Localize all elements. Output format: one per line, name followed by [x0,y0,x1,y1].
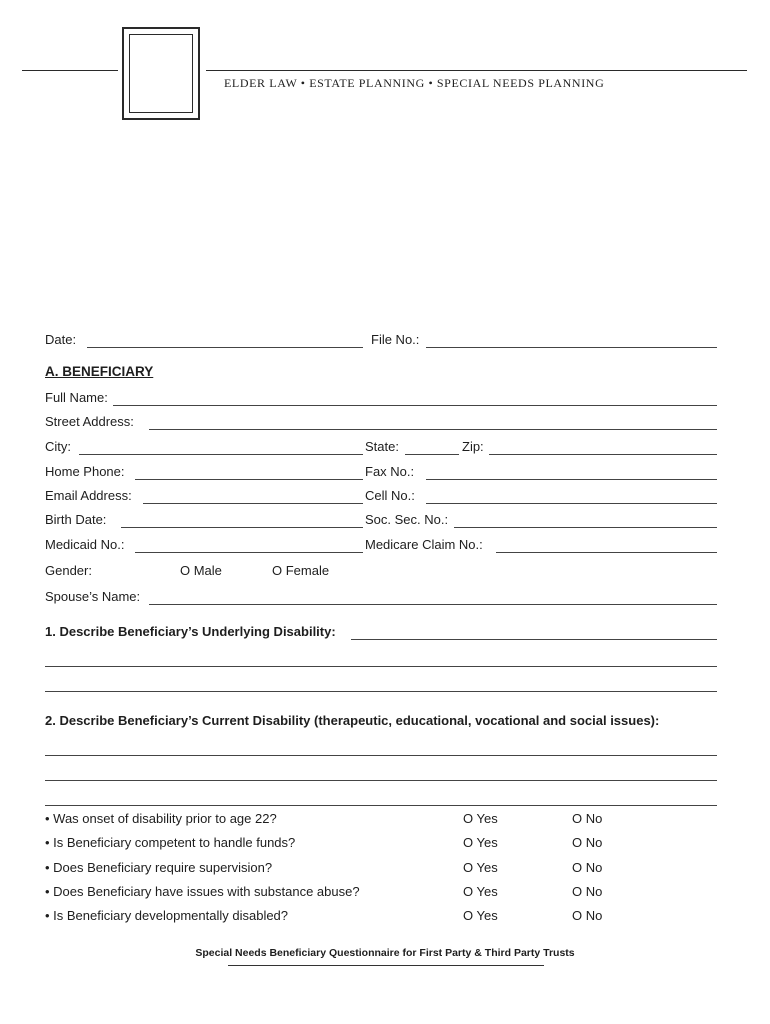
checklist-yes-option[interactable]: O Yes [463,908,498,923]
gender-female-option[interactable]: O Female [272,563,330,578]
fax-field[interactable] [426,479,717,480]
medicare-label: Medicare Claim No.: [365,537,483,552]
checklist-no-option[interactable]: O No [572,835,603,850]
street-address-field[interactable] [149,429,717,430]
spouse-name-field[interactable] [149,604,717,605]
gender-row [45,562,717,580]
question-1-line-3 [45,675,717,693]
state-label: State: [365,439,399,454]
gender-male-option[interactable]: O Male [180,563,222,578]
home-phone-label: Home Phone: [45,464,125,479]
birth-date-field[interactable] [121,527,363,528]
fax-label: Fax No.: [365,464,415,479]
section-title-beneficiary: A. BENEFICIARY [45,364,154,379]
medicaid-label: Medicaid No.: [45,537,125,552]
question-1-field-line-2[interactable] [45,666,717,667]
question-2-row [45,712,717,730]
question-1-field[interactable] [351,639,717,640]
ssn-field[interactable] [454,527,717,528]
city-label: City: [45,439,71,454]
question-2-line-2 [45,764,717,782]
street-address-row [45,413,717,431]
ssn-label: Soc. Sec. No.: [365,512,449,527]
spouse-row [45,588,717,606]
header-rule-left [22,70,118,71]
checklist-item-onset [45,810,717,828]
question-2-field-line-1[interactable] [45,755,717,756]
checklist-item-competent [45,834,717,852]
state-field[interactable] [405,454,459,455]
checklist-item-supervision [45,859,717,877]
header-rule-right [206,70,747,71]
question-2-line-1 [45,739,717,757]
question-1-label: 1. Describe Beneficiary’s Underlying Disability: [45,624,336,639]
spouse-name-label: Spouse’s Name: [45,589,141,604]
question-1-field-line-3[interactable] [45,691,717,692]
checklist-question: • Is Beneficiary developmentally disabled? [45,908,289,923]
checklist-item-substance-abuse [45,883,717,901]
cell-label: Cell No.: [365,488,415,503]
checklist-question: • Does Beneficiary require supervision? [45,860,273,875]
question-1-line-2 [45,650,717,668]
birth-date-label: Birth Date: [45,512,107,527]
zip-label: Zip: [462,439,484,454]
question-2-field-line-2[interactable] [45,780,717,781]
footer-title: Special Needs Beneficiary Questionnaire for First Party & Third Party Trusts [195,947,575,959]
question-1-row [45,623,717,641]
checklist-no-option[interactable]: O No [572,908,603,923]
question-2-line-3 [45,789,717,807]
checklist-yes-option[interactable]: O Yes [463,884,498,899]
cell-field[interactable] [426,503,717,504]
city-state-zip-row [45,438,717,456]
date-label: Date: [45,332,77,347]
medicaid-medicare-row [45,536,717,554]
email-field[interactable] [143,503,363,504]
checklist-no-option[interactable]: O No [572,884,603,899]
email-label: Email Address: [45,488,132,503]
checklist-yes-option[interactable]: O Yes [463,860,498,875]
checklist-question: • Was onset of disability prior to age 22? [45,811,277,826]
gender-label: Gender: [45,563,92,578]
home-phone-field[interactable] [135,479,363,480]
question-2-label: 2. Describe Beneficiary’s Current Disability (therapeutic, educational, vocational and social issues): [45,713,660,728]
logo-frame-inner [129,34,193,113]
question-2-field-line-3[interactable] [45,805,717,806]
city-field[interactable] [79,454,363,455]
birth-date-ssn-row [45,511,717,529]
logo-frame [122,27,200,120]
file-no-field[interactable] [426,347,717,348]
file-no-label: File No.: [371,332,420,347]
medicaid-field[interactable] [135,552,363,553]
home-phone-fax-row [45,463,717,481]
header-tagline: ELDER LAW • ESTATE PLANNING • SPECIAL NEEDS PLANNING [224,76,605,90]
street-address-label: Street Address: [45,414,134,429]
zip-field[interactable] [489,454,717,455]
checklist-yes-option[interactable]: O Yes [463,811,498,826]
footer-rule [228,965,544,966]
date-field[interactable] [87,347,363,348]
date-file-row [45,331,717,349]
medicare-field[interactable] [496,552,717,553]
full-name-label: Full Name: [45,390,108,405]
full-name-field[interactable] [113,405,717,406]
checklist-question: • Is Beneficiary competent to handle funds? [45,835,296,850]
email-cell-row [45,487,717,505]
full-name-row [45,389,717,407]
checklist-no-option[interactable]: O No [572,860,603,875]
checklist-yes-option[interactable]: O Yes [463,835,498,850]
checklist-no-option[interactable]: O No [572,811,603,826]
checklist-question: • Does Beneficiary have issues with substance abuse? [45,884,360,899]
checklist-item-developmental [45,907,717,925]
